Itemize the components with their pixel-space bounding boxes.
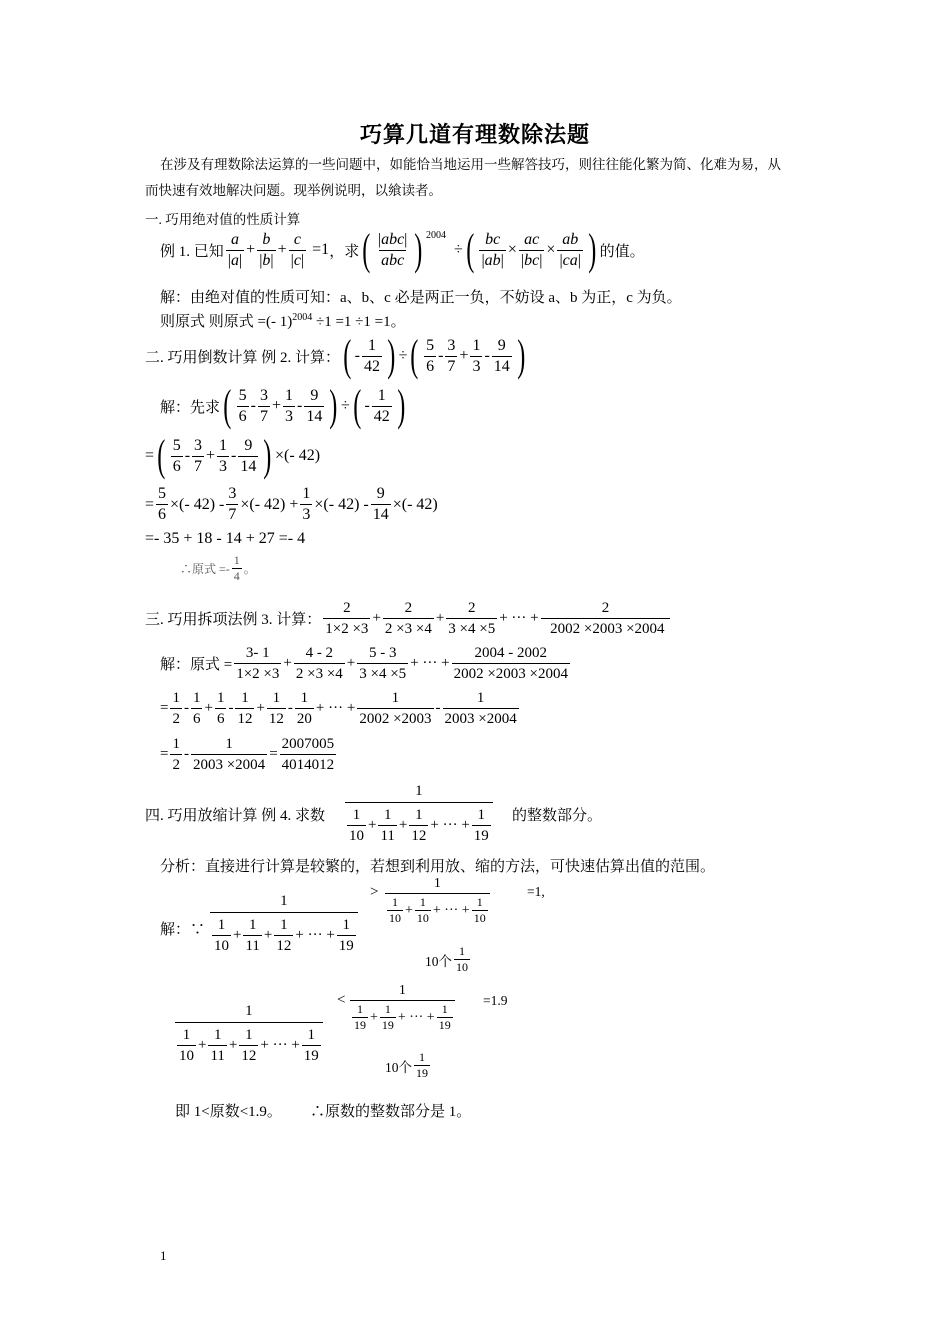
example-3: 三. 巧用拆项法例 3. 计算： $\frac{2}{1\times 2 \times 3}$ + $\frac{2}{2 \times 3 \times 4}$ + $\frac{2}{3 \times 4 \times 5}$ + ··· + $\frac{2}{2002 \times 2003 \times 2004}$ xyxy=(145,600,669,637)
page-title: 巧算几道有理数除法题 xyxy=(359,123,590,148)
solution-2-answer-end: 。 xyxy=(243,562,256,576)
lt-result: =1.9 xyxy=(483,993,508,1008)
section-1-heading: 一. 巧用绝对值的性质计算 xyxy=(145,212,301,227)
count-label-1: 10个 xyxy=(425,953,452,969)
example-1-label: 例 1. 已知 xyxy=(160,243,224,260)
solution-3-line-1: 解：原式 = $\frac{3- 1}{1\times 2 \times 3}$ + $\frac{4 - 2}{2 \times 3 \times 4}$ + $\frac{5 - 3}{3 \times 4 \times 5}$ + ··· + $\frac{2004 - 2002}{2002 \times 2003 \times 2004}$ xyxy=(160,645,568,682)
solution-1-expr: 则原式 =(- 1) xyxy=(208,314,293,330)
solution-2-line-3: = $\frac{5}{6}$ ×(- 42) - $\frac{3}{7}$ ×(- 42) + $\frac{1}{3}$ ×(- 42) - $\frac{9}{14}$ ×(- 42) xyxy=(145,485,438,523)
solution-4-label: 解：∵ xyxy=(160,922,206,938)
count-label-2: 10个 xyxy=(385,1059,412,1075)
page-number: 1 xyxy=(160,1248,167,1263)
intro-line-2: 而快速有效地解决问题。现举例说明，以飨读者。 xyxy=(145,183,442,198)
solution-4-lower-fraction: 1 $\frac{1}{10}$ + $\frac{1}{10}$ + ··· + $\frac{1}{10}$ xyxy=(385,875,490,926)
count-note-1: 10个 $\frac{1}{10}$ xyxy=(425,944,468,974)
solution-2-line-4: =- 35 + 18 - 14 + 27 =- 4 xyxy=(145,530,306,547)
example-1-end: 的值。 xyxy=(599,243,645,260)
solution-3-line-3: = $\frac{1}{2}$ - $\frac{1}{2003 \times 2004}$ = $\frac{2007005}{4014012}$ xyxy=(160,736,335,773)
solution-4-main-fraction-1: 1 $\frac{1}{10}$ + $\frac{1}{11}$ + $\frac{1}{12}$ + ··· + $\frac{1}{19}$ xyxy=(210,890,358,956)
intro-line-1: 在涉及有理数除法运算的一些问题中，如能恰当地运用一些解答技巧，则往往能化繁为简、化难为易，从 xyxy=(160,157,781,172)
solution-4-main-fraction-2: 1 $\frac{1}{10}$ + $\frac{1}{11}$ + $\frac{1}{12}$ + ··· + $\frac{1}{19}$ xyxy=(175,1000,323,1066)
example-1: 例 1. 已知 $\frac{a}{|a|}$ + $\frac{b}{|b|}$ + $\frac{c}{|c|}$ =1 ，求 ( $\frac{\text{|abc|}}{\text{abc}}$ ) 2004 ÷ ( $\frac{bc}{|ab|}$ × $\frac{ac}{|bc|}$ × $\frac{ab}{|ca|}$ ) 的值。 xyxy=(160,225,645,274)
section-2-heading: 二. 巧用倒数计算 例 2. 计算： xyxy=(145,349,341,366)
gt-result: =1, xyxy=(527,884,545,899)
section-4-heading: 四. 巧用放缩计算 例 4. 求数 xyxy=(145,808,326,824)
example-2: 二. 巧用倒数计算 例 2. 计算： ( - $\frac{1}{42}$ ) ÷ ( $\frac{5}{6}$ - $\frac{3}{7}$ + $\frac{1}{3}$ - $\frac{9}{14}$ ) xyxy=(145,331,526,380)
count-note-2: 10个 $\frac{1}{19}$ xyxy=(385,1050,428,1080)
solution-4-upper-fraction: 1 $\frac{1}{19}$ + $\frac{1}{19}$ + ··· + $\frac{1}{19}$ xyxy=(350,982,455,1033)
example-4-fraction: 1 $\frac{1}{10}$ + $\frac{1}{11}$ + $\frac{1}{12}$ + ··· + $\frac{1}{19}$ xyxy=(345,780,493,846)
solution-3-label: 解：原式 = xyxy=(160,657,233,673)
solution-1-line-1: 解：由绝对值的性质可知：a、b、c 必是两正一负，不妨设 a、b 为正，c 为负。 xyxy=(160,290,682,306)
conclusion-b: ∴原数的整数部分是 1。 xyxy=(310,1104,472,1120)
solution-2-answer-label: ∴原式 =- xyxy=(180,562,230,576)
solution-2-line-1: 解：先求 ( $\frac{5}{6}$ - $\frac{3}{7}$ + $\frac{1}{3}$ - $\frac{9}{14}$ ) ÷ ( - $\frac{1}{42}$ ) xyxy=(160,381,406,430)
result-denominator: 4014012 xyxy=(280,754,337,775)
conclusion-a: 即 1<原数<1.9。 xyxy=(175,1104,282,1120)
solution-2-line-2: = ( $\frac{5}{6}$ - $\frac{3}{7}$ + $\frac{1}{3}$ - $\frac{9}{14}$ ) ×(- 42) xyxy=(145,431,321,480)
section-3-heading: 三. 巧用拆项法例 3. 计算： xyxy=(145,612,322,628)
example-1-exponent: 2004 xyxy=(426,229,447,241)
solution-3-line-2: = $\frac{1}{2}$ - $\frac{1}{6}$ + $\frac{1}{6}$ - $\frac{1}{12}$ + $\frac{1}{12}$ - $\frac{1}{20}$ + ··· + $\frac{1}{2002 \times 2003}$ - $\frac{1}{2003 \times 2004}$ xyxy=(160,690,517,727)
solution-1-line-2: 则原式 则原式 =(- 1)$^{2004}$ ÷1 =1 ÷1 =1。 xyxy=(160,312,406,330)
section-4-heading-end: 的整数部分。 xyxy=(512,808,603,824)
solution-2-label: 解：先求 xyxy=(160,399,221,416)
example-1-mid: ，求 xyxy=(329,243,360,260)
solution-2-answer: ∴原式 =- $\frac{1}{4}$ 。 xyxy=(180,553,256,583)
solution-1-exponent: 2004 xyxy=(292,312,313,323)
result-numerator: 2007005 xyxy=(281,736,335,752)
solution-1-result: ÷1 =1 ÷1 =1。 xyxy=(312,314,406,330)
analysis: 分析：直接进行计算是较繁的，若想到利用放、缩的方法，可快速估算出值的范围。 xyxy=(160,859,716,875)
